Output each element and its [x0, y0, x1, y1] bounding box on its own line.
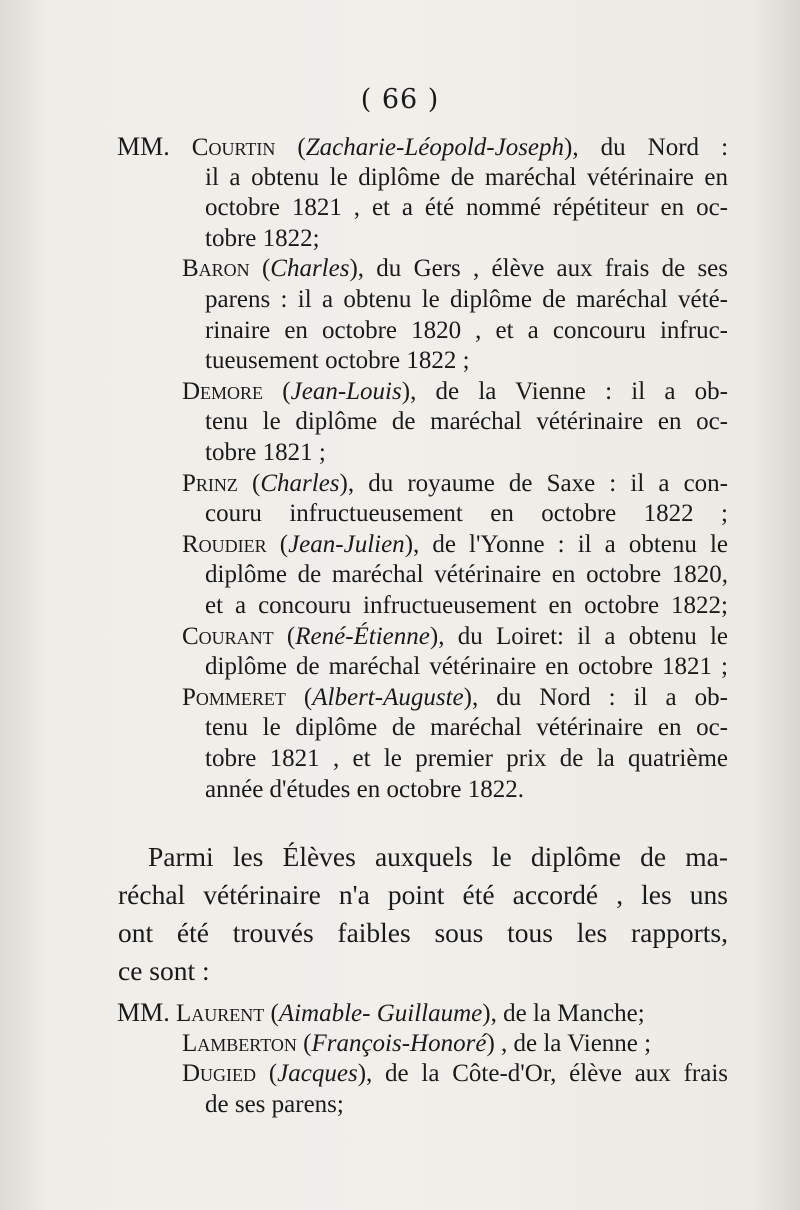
text-line	[182, 622, 728, 652]
line-text	[205, 500, 728, 527]
text-line	[205, 438, 326, 468]
line-text	[205, 164, 728, 191]
entry-text: tobre 1821 ;	[205, 439, 326, 466]
text-line	[182, 254, 728, 284]
text-line	[205, 316, 728, 346]
entry-text: diplôme de maréchal vétérinaire en octobre 1820,	[205, 561, 728, 589]
given-names: René-Étienne	[295, 622, 430, 650]
line-text	[205, 194, 728, 221]
text-line	[117, 998, 645, 1029]
text-line	[205, 163, 728, 193]
text-line	[182, 530, 728, 560]
line-text: Baron (Charles), du Gers , élève aux frais de ses	[182, 255, 728, 283]
surname: Laurent	[176, 1000, 265, 1027]
line-text	[205, 317, 728, 344]
text-line	[182, 683, 728, 713]
line-text: Courant (René-Étienne), du Loiret: il a obtenu le	[182, 622, 728, 650]
text-line	[182, 469, 728, 499]
text-line	[182, 1029, 651, 1059]
entry-text: , du royaume de Saxe : il a con-	[347, 469, 728, 497]
text-line	[182, 377, 728, 407]
line-text	[205, 1091, 344, 1118]
paragraph-line: ce sont :	[118, 955, 210, 986]
text-line	[205, 285, 728, 315]
entry-text: , de la Vienne ;	[494, 1029, 652, 1057]
entry-text: tobre 1821 , et le premier prix de la quatrième	[205, 745, 728, 772]
text-line	[205, 713, 728, 743]
given-names: Charles	[260, 469, 340, 497]
line-text: MM. Laurent (Aimable- Guillaume), de la Manche;	[117, 998, 645, 1027]
entry-text: et a concouru infructueusement en octobre 1822;	[205, 592, 728, 619]
line-text	[205, 225, 320, 252]
given-names: François-Honoré	[311, 1029, 487, 1057]
given-names: Albert-Auguste	[312, 683, 464, 711]
entry-text: , du Gers , élève aux frais de ses	[357, 255, 728, 283]
page-number: ( 66 )	[360, 84, 440, 115]
entry-text: octobre 1821 , et a été nommé répétiteur en oc-	[205, 194, 728, 222]
entry-text: , du Nord : il a ob-	[471, 683, 728, 711]
paragraph-line: Parmi les Élèves auxquels le diplôme de ma-	[148, 842, 728, 872]
surname: Lamberton	[182, 1029, 297, 1057]
given-names: Jean-Louis	[290, 377, 402, 405]
text-line	[205, 346, 470, 376]
paragraph-line: réchal vétérinaire n'a point été accordé , les uns	[118, 880, 728, 910]
entry-text: , de la Manche;	[490, 1000, 645, 1027]
line-text	[205, 714, 728, 741]
line-text: Prinz (Charles), du royaume de Saxe : il a con-	[182, 469, 728, 497]
text-line	[205, 560, 728, 590]
surname: Roudier	[182, 530, 267, 558]
given-names: Jacques	[277, 1060, 358, 1088]
text-line	[205, 652, 728, 682]
text-line	[148, 842, 728, 876]
line-text	[205, 347, 470, 374]
surname: Pommeret	[182, 683, 286, 711]
line-text	[205, 408, 728, 435]
text-line	[117, 132, 728, 162]
line-text: Pommeret (Albert-Auguste), du Nord : il a ob-	[182, 683, 728, 711]
text-line	[205, 744, 728, 774]
surname: Demore	[182, 377, 264, 405]
line-text	[205, 286, 728, 313]
paragraph-line: ont été trouvés faibles sous tous les rapports,	[118, 918, 728, 948]
entry-text: parens : il a obtenu le diplôme de maréchal vété-	[205, 286, 728, 313]
line-text	[205, 592, 728, 619]
entry-text: diplôme de maréchal vétérinaire en octobre 1821 ;	[205, 653, 728, 681]
entry-text: rinaire en octobre 1820 , et a concouru infruc-	[205, 316, 728, 344]
entry-text: , de la Vienne : il a ob-	[410, 377, 728, 405]
line-text: Roudier (Jean-Julien), de l'Yonne : il a obtenu le	[182, 530, 728, 558]
given-names: Zacharie-Léopold-Joseph	[305, 134, 565, 161]
given-names: Aimable- Guillaume	[278, 1000, 483, 1027]
text-line	[205, 407, 728, 437]
line-text	[205, 776, 524, 803]
entry-text: tenu le diplôme de maréchal vétérinaire en oc-	[205, 714, 728, 742]
surname: Courtin	[191, 134, 276, 161]
line-text	[205, 561, 728, 588]
surname: Prinz	[182, 469, 238, 497]
entry-text: tobre 1822;	[205, 224, 320, 252]
line-text: MM. Courtin (Zacharie-Léopold-Joseph), du Nord :	[117, 132, 728, 161]
honorific: MM.	[117, 132, 170, 161]
text-line	[205, 193, 728, 223]
line-text	[205, 439, 326, 466]
text-line	[118, 918, 728, 952]
entry-text: , de la Côte-d'Or, élève aux frais	[366, 1060, 728, 1088]
text-line	[205, 591, 728, 621]
given-names: Jean-Julien	[288, 530, 405, 558]
text-line	[205, 224, 320, 254]
surname: Baron	[182, 255, 250, 283]
line-text	[205, 653, 728, 680]
line-text: Demore (Jean-Louis), de la Vienne : il a ob-	[182, 377, 728, 405]
text-line	[205, 499, 728, 529]
entry-text: tenu le diplôme de maréchal vétérinaire en oc-	[205, 408, 728, 436]
entry-text: , du Loiret: il a obtenu le	[438, 622, 728, 650]
text-line	[118, 956, 210, 986]
entry-text: couru infructueusement en octobre 1822 ;	[205, 500, 728, 528]
text-line	[205, 775, 524, 805]
line-text: Lamberton (François-Honoré) , de la Vienne ;	[182, 1029, 652, 1057]
entry-text: , de l'Yonne : il a obtenu le	[413, 530, 728, 558]
line-text: Dugied (Jacques), de la Côte-d'Or, élève aux frais	[182, 1060, 728, 1088]
text-line	[205, 1090, 344, 1120]
surname: Courant	[182, 622, 274, 650]
honorific: MM.	[117, 998, 170, 1027]
entry-text: tueusement octobre 1822 ;	[205, 347, 470, 375]
entry-text: de ses parens;	[205, 1090, 344, 1118]
entry-text: il a obtenu le diplôme de maréchal vétérinaire en	[205, 163, 728, 191]
entry-text: année d'études en octobre 1822.	[205, 775, 524, 803]
line-text	[205, 745, 728, 772]
surname: Dugied	[182, 1060, 257, 1088]
text-line	[182, 1059, 728, 1089]
entry-text: , du Nord :	[572, 134, 728, 161]
text-line	[118, 880, 728, 914]
given-names: Charles	[270, 255, 350, 283]
